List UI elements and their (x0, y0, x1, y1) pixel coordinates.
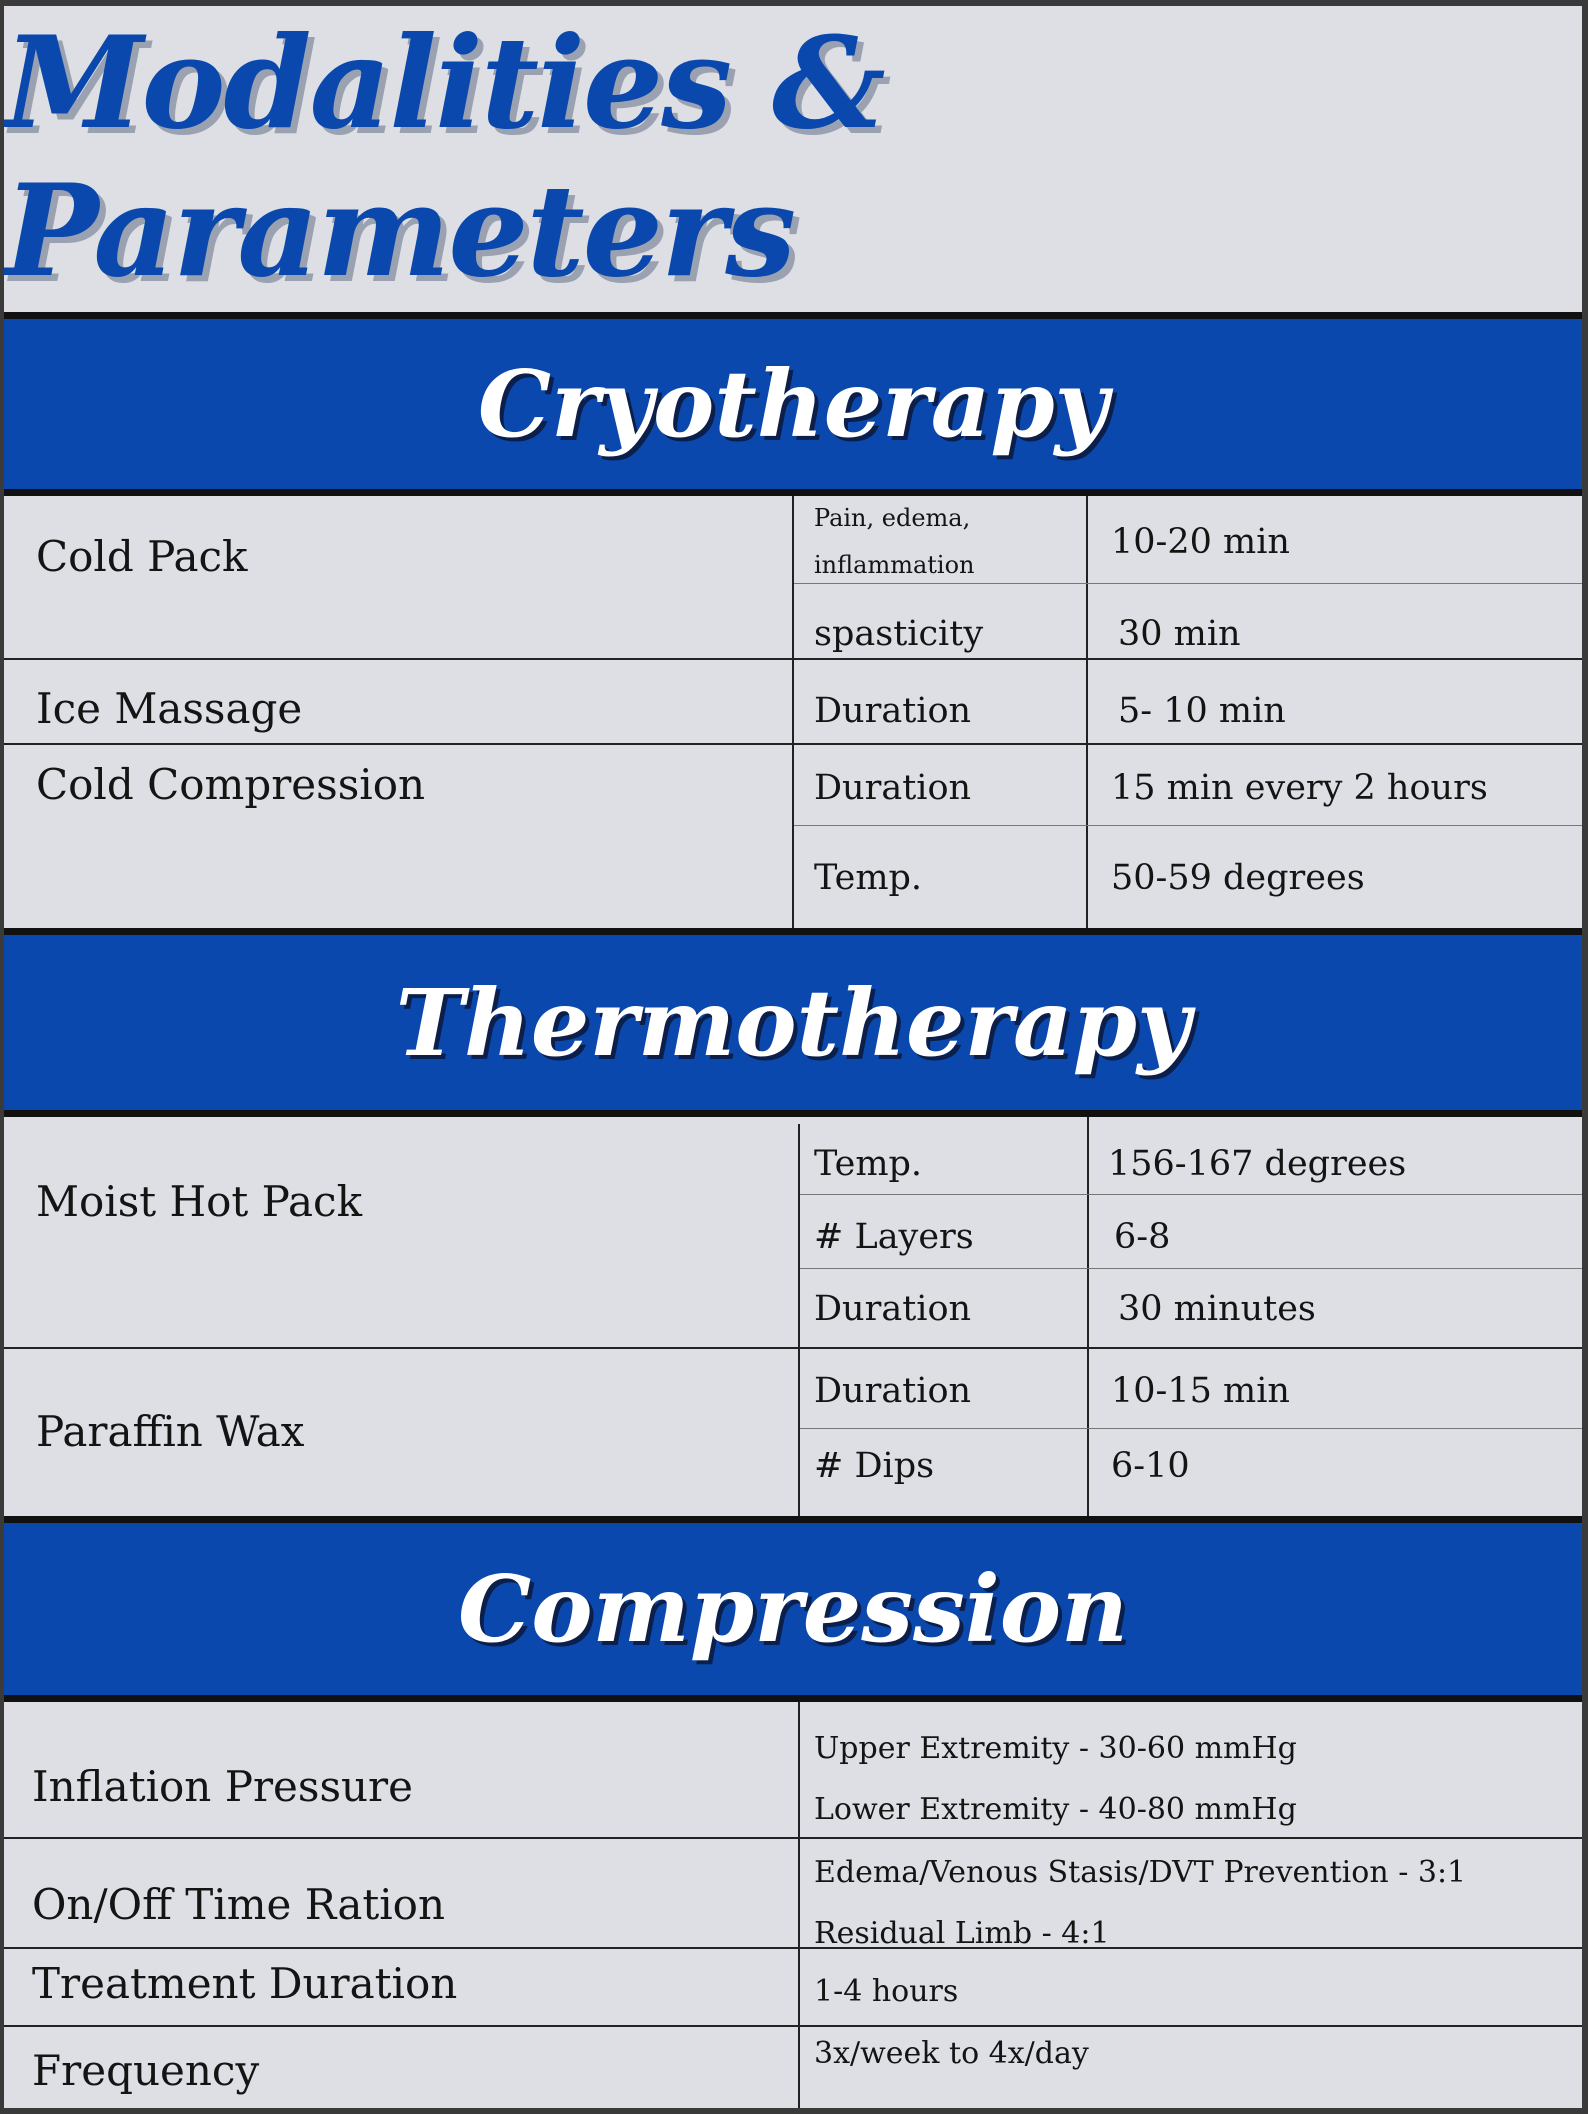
row-divider (800, 1268, 1582, 1269)
modality-cold-compression: Cold Compression (36, 760, 426, 809)
row-divider (4, 2025, 1582, 2027)
row-divider (4, 1347, 1582, 1349)
thermo-column-divider-2 (1087, 1117, 1089, 1520)
param-label: inflammation (814, 551, 975, 579)
param-value: 5- 10 min (1118, 691, 1286, 731)
thermotherapy-header (4, 928, 1582, 1117)
param-value: 30 min (1118, 614, 1241, 654)
param-label: Duration (814, 768, 972, 808)
row-divider (4, 1837, 1582, 1839)
row-divider (800, 1428, 1582, 1429)
param-label: Duration (814, 691, 972, 731)
modality-cold-pack: Cold Pack (36, 532, 248, 581)
cryotherapy-heading: Cryotherapy (477, 350, 1109, 458)
compression-label-frequency: Frequency (32, 2046, 260, 2095)
param-value: 10-15 min (1111, 1371, 1290, 1411)
thermotherapy-heading: Thermotherapy (395, 968, 1191, 1077)
param-label: spasticity (814, 614, 984, 654)
infographic-page (4, 6, 1582, 2108)
compression-column-divider (798, 1702, 800, 2108)
row-divider (4, 743, 1582, 745)
page-title (4, 6, 1582, 308)
param-value: 50-59 degrees (1111, 858, 1365, 898)
compression-heading: Compression (457, 1555, 1129, 1663)
param-label: Pain, edema, (814, 504, 971, 532)
compression-value: Residual Limb - 4:1 (814, 1916, 1110, 1951)
param-label: Duration (814, 1371, 972, 1411)
compression-label-treatment-duration: Treatment Duration (32, 1959, 458, 2008)
compression-label-inflation-pressure: Inflation Pressure (32, 1762, 413, 1811)
param-label: # Layers (814, 1217, 974, 1257)
param-label: Temp. (814, 1144, 923, 1184)
compression-value: Upper Extremity - 30-60 mmHg (814, 1731, 1297, 1766)
row-divider (794, 583, 1582, 584)
thermo-column-divider-1 (798, 1124, 800, 1520)
param-value: 30 minutes (1118, 1289, 1316, 1329)
param-label: Duration (814, 1289, 972, 1329)
compression-value: Edema/Venous Stasis/DVT Prevention - 3:1 (814, 1855, 1467, 1890)
compression-label-on-off-time-ration: On/Off Time Ration (32, 1880, 446, 1929)
compression-value: Lower Extremity - 40-80 mmHg (814, 1792, 1297, 1827)
compression-value: 1-4 hours (814, 1974, 959, 2009)
param-value: 15 min every 2 hours (1111, 768, 1488, 808)
param-value: 6-10 (1111, 1446, 1190, 1486)
param-label: # Dips (814, 1446, 935, 1486)
compression-value: 3x/week to 4x/day (814, 2036, 1089, 2071)
modality-paraffin-wax: Paraffin Wax (36, 1407, 305, 1456)
cryo-column-divider-2 (1086, 496, 1088, 932)
row-divider (800, 1194, 1582, 1195)
page-title-text: Modalities & Parameters (4, 9, 884, 305)
param-value: 10-20 min (1111, 522, 1290, 562)
row-divider (4, 1947, 1582, 1949)
cryo-column-divider-1 (792, 496, 794, 932)
row-divider (794, 825, 1582, 826)
param-value: 156-167 degrees (1108, 1144, 1407, 1184)
modality-moist-hot-pack: Moist Hot Pack (36, 1177, 363, 1226)
cryotherapy-header (4, 312, 1582, 496)
compression-header (4, 1516, 1582, 1702)
modality-ice-massage: Ice Massage (36, 684, 303, 733)
param-value: 6-8 (1114, 1217, 1171, 1257)
param-label: Temp. (814, 858, 923, 898)
row-divider (4, 658, 1582, 660)
